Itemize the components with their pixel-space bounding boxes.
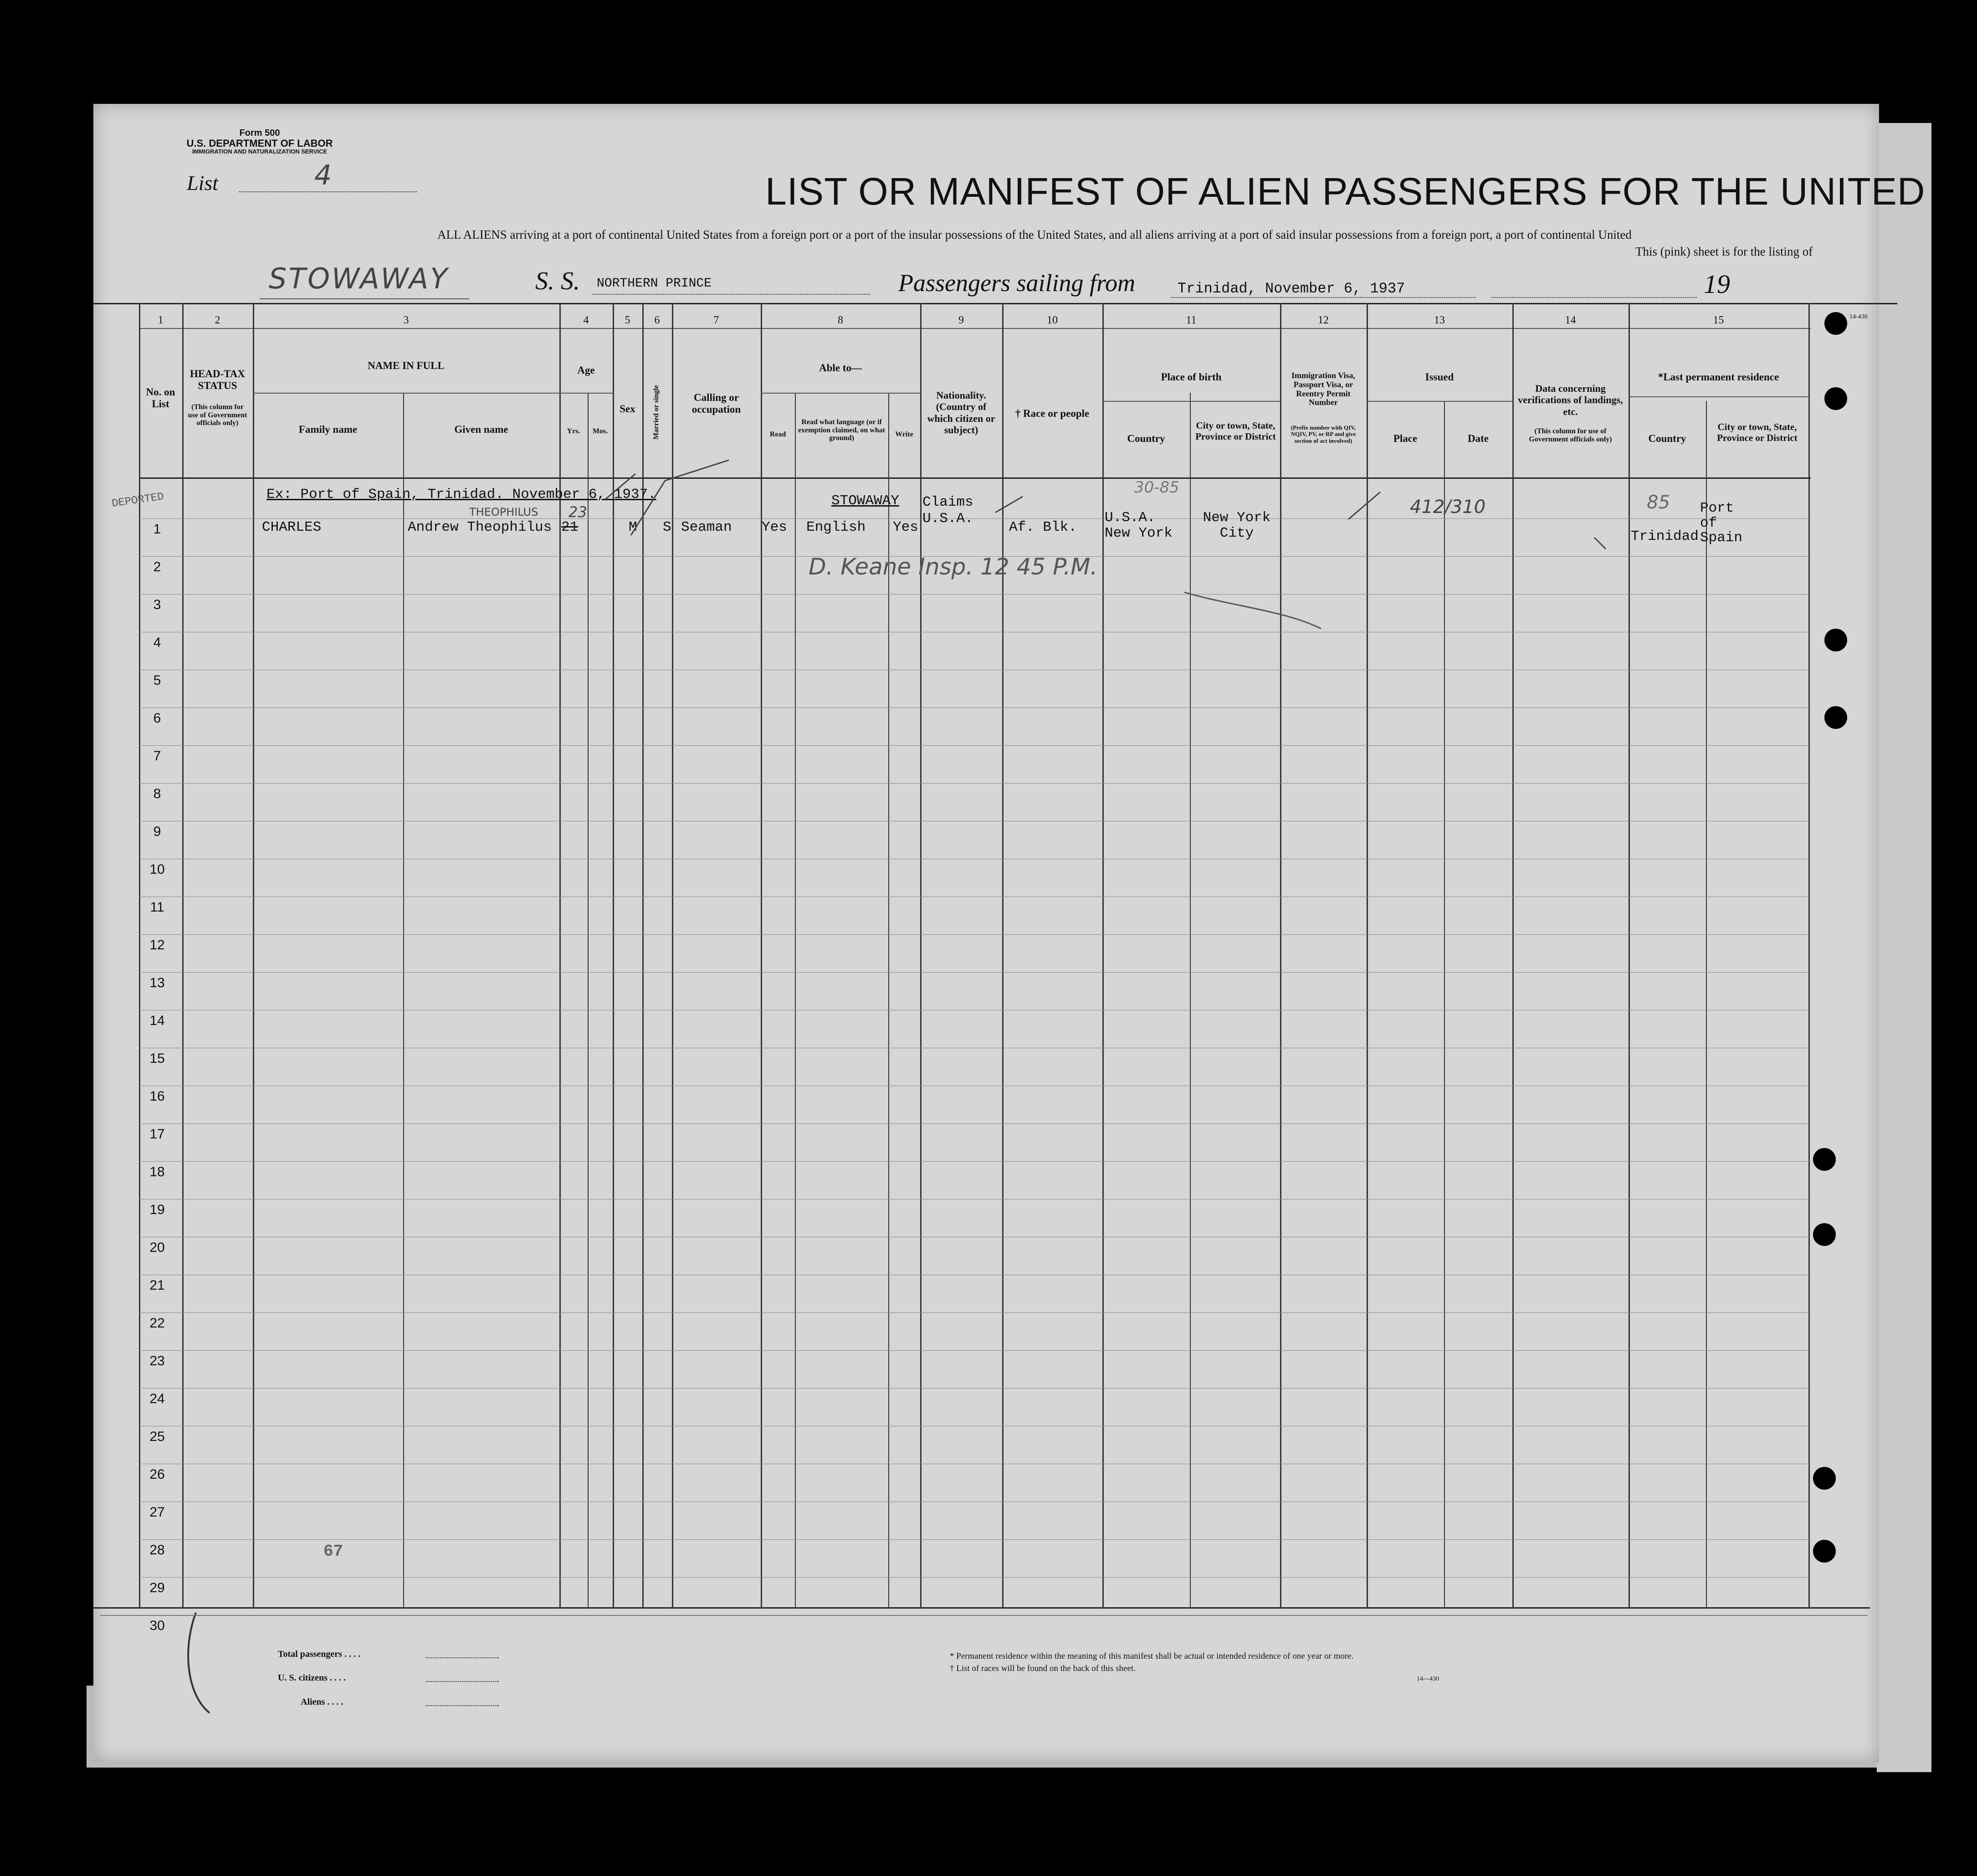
row-number: 20	[149, 1240, 165, 1255]
department-name: U.S. DEPARTMENT OF LABOR	[186, 138, 333, 149]
can-write: Yes	[893, 519, 918, 535]
row-number: 12	[149, 938, 165, 953]
row-number: 15	[149, 1051, 165, 1066]
stowaway-note: STOWAWAY	[831, 493, 899, 509]
row-number: 29	[149, 1580, 165, 1595]
header-sex: Sex	[620, 403, 635, 415]
row-number: 19	[149, 1202, 165, 1217]
header-head-tax: HEAD-TAX STATUS	[190, 368, 245, 392]
subtitle-line-2: This (pink) sheet is for the listing of	[1635, 245, 1813, 258]
column-number: 15	[1713, 314, 1724, 326]
row-number: 9	[153, 824, 161, 839]
header-res-city: City or town, State, Province or District	[1717, 421, 1798, 444]
issued-place-note: 412/310	[1410, 497, 1486, 518]
row-number: 21	[149, 1278, 165, 1293]
given-name: Andrew Theophilus	[408, 519, 552, 535]
column-number: 6	[654, 314, 660, 326]
header-nationality: Nationality. (Country of which citizen or subject)	[927, 390, 995, 436]
header-birth-country: Country	[1127, 433, 1165, 444]
row-number: 27	[149, 1505, 165, 1520]
list-label: List	[187, 171, 219, 195]
header-calling: Calling or occupation	[691, 392, 741, 415]
race: Af. Blk.	[1009, 519, 1077, 535]
row-number: 3	[153, 597, 161, 612]
header-age-mos: Mos.	[592, 427, 608, 435]
row-number: 13	[149, 975, 165, 990]
aliens-line	[426, 1705, 499, 1706]
column-number: 11	[1186, 314, 1197, 326]
residence-city: Port of Spain	[1700, 500, 1743, 546]
header-issued-date: Date	[1468, 433, 1489, 444]
row-number: 8	[153, 786, 161, 801]
header-read-language: Read what language (or if exemption claimed, on what ground)	[798, 418, 886, 442]
us-citizens-line	[426, 1681, 499, 1682]
column-number: 2	[215, 314, 220, 326]
birth-note: 30-85	[1134, 478, 1179, 497]
column-number: 3	[403, 314, 409, 326]
age-correction: 23	[569, 503, 587, 521]
header-read: Read	[769, 431, 786, 438]
residence-country: Trinidad	[1631, 528, 1699, 544]
header-given-name: Given name	[454, 424, 508, 435]
column-number: 8	[838, 314, 843, 326]
header-visa-note: (Prefix number with QIV, NQIV, PV, or RP and give section of act involved)	[1291, 424, 1356, 444]
stowaway-annotation: STOWAWAY	[269, 262, 450, 295]
form-code: 14-430	[1849, 313, 1868, 320]
header-birth-city: City or town, State, Province or District	[1195, 420, 1276, 442]
row-number: 24	[149, 1391, 165, 1406]
header-landings: Data concerning verifications of landings, etc.	[1518, 383, 1623, 417]
footer-code: 14—430	[1417, 1676, 1439, 1682]
column-number: 5	[625, 314, 630, 326]
total-passengers-label: Total passengers . . . .	[278, 1649, 360, 1659]
column-number: 13	[1434, 314, 1445, 326]
header-married: Married or single	[652, 385, 660, 440]
deported-stamp: DEPORTED	[111, 491, 165, 510]
column-number: 10	[1047, 314, 1058, 326]
can-read: Yes	[762, 519, 787, 535]
sailing-from: Trinidad, November 6, 1937	[1178, 280, 1405, 297]
list-number: 4	[314, 159, 332, 191]
row-number: 18	[149, 1164, 165, 1179]
occupation: Seaman	[681, 519, 732, 535]
birth-country: U.S.A. New York	[1105, 510, 1173, 542]
residence-note: 85	[1647, 492, 1670, 513]
row-number: 11	[150, 900, 164, 915]
header-res-country: Country	[1648, 433, 1686, 444]
row-number: 26	[149, 1467, 165, 1482]
column-number: 1	[158, 314, 164, 326]
sailing-label: Passengers sailing from	[898, 269, 1136, 297]
page-stamp: 67	[323, 1542, 343, 1561]
row-number: 22	[149, 1316, 165, 1331]
column-number: 7	[713, 314, 719, 326]
header-landings-note: (This column for use of Government officials only)	[1529, 427, 1612, 443]
row-number: 28	[149, 1543, 165, 1558]
row-number: 10	[149, 862, 165, 877]
header-write: Write	[895, 431, 913, 438]
total-passengers-line	[426, 1657, 499, 1658]
married-status: S	[663, 519, 671, 535]
row-number: 6	[153, 711, 161, 726]
inspector-note: D. Keane Insp. 12 45 P.M.	[809, 554, 1098, 580]
subtitle-line-1: ALL ALIENS arriving at a port of continental United States from a foreign port or a port of the insular possessions of the United States, and all aliens arriving at a port of said insular possessions from a foreign port, a port of continental United	[437, 228, 1632, 241]
header-name-in-full: NAME IN FULL	[368, 360, 445, 371]
nationality: Claims U.S.A.	[922, 494, 973, 527]
header-issued-place: Place	[1393, 433, 1418, 444]
footnote-races: † List of races will be found on the back of this sheet.	[950, 1664, 1136, 1673]
row-number: 1	[153, 522, 161, 537]
row-number: 25	[149, 1429, 165, 1444]
year-label: 19	[1704, 269, 1730, 299]
footer-rule	[100, 1615, 1868, 1616]
ss-label: S. S.	[535, 267, 580, 295]
row-number: 14	[149, 1013, 165, 1028]
column-number: 14	[1565, 314, 1576, 326]
column-number: 4	[583, 314, 589, 326]
service-name: IMMIGRATION AND NATURALIZATION SERVICE	[192, 148, 328, 155]
header-visa: Immigration Visa, Passport Visa, or Reentry Permit Number	[1291, 371, 1355, 407]
age-years: 21	[561, 519, 579, 535]
row-number: 4	[153, 635, 161, 650]
form-number: Form 500	[239, 128, 280, 138]
header-age-yrs: Yrs.	[567, 427, 580, 435]
family-name: CHARLES	[262, 519, 322, 535]
ship-name: NORTHERN PRINCE	[597, 277, 712, 291]
row-number: 30	[149, 1618, 165, 1633]
header-place-of-birth: Place of birth	[1161, 371, 1222, 383]
us-citizens-label: U. S. citizens . . . .	[278, 1673, 346, 1683]
birth-city: New York City	[1203, 510, 1271, 542]
column-number: 12	[1318, 314, 1329, 326]
header-family-name: Family name	[298, 424, 358, 435]
row-number: 5	[153, 673, 161, 688]
row-number: 2	[153, 559, 161, 574]
sex: M	[629, 519, 637, 535]
language: English	[806, 519, 866, 535]
row-number: 7	[153, 748, 161, 764]
header-no-on-list: No. on List	[146, 386, 175, 410]
row-number: 16	[149, 1089, 165, 1104]
page-title: LIST OR MANIFEST OF ALIEN PASSENGERS FOR THE UNITED	[765, 170, 1926, 213]
header-issued: Issued	[1425, 371, 1454, 383]
header-able-to: Able to—	[819, 362, 862, 374]
column-number: 9	[958, 314, 964, 326]
row-number: 17	[149, 1127, 165, 1142]
header-race: † Race or people	[1015, 408, 1090, 419]
header-age: Age	[577, 364, 595, 376]
given-name-correction: THEOPHILUS	[469, 506, 538, 518]
header-head-tax-note: (This column for use of Government officials only)	[188, 403, 247, 427]
footnote-permanent-residence: * Permanent residence within the meaning of this manifest shall be actual or intended residence of one year or more.	[950, 1651, 1354, 1661]
row-number: 23	[149, 1353, 165, 1369]
ex-line: Ex: Port of Spain, Trinidad. November 6, 1937.	[266, 487, 656, 502]
header-last-residence: *Last permanent residence	[1658, 371, 1779, 383]
aliens-label: Aliens . . . .	[301, 1697, 343, 1707]
